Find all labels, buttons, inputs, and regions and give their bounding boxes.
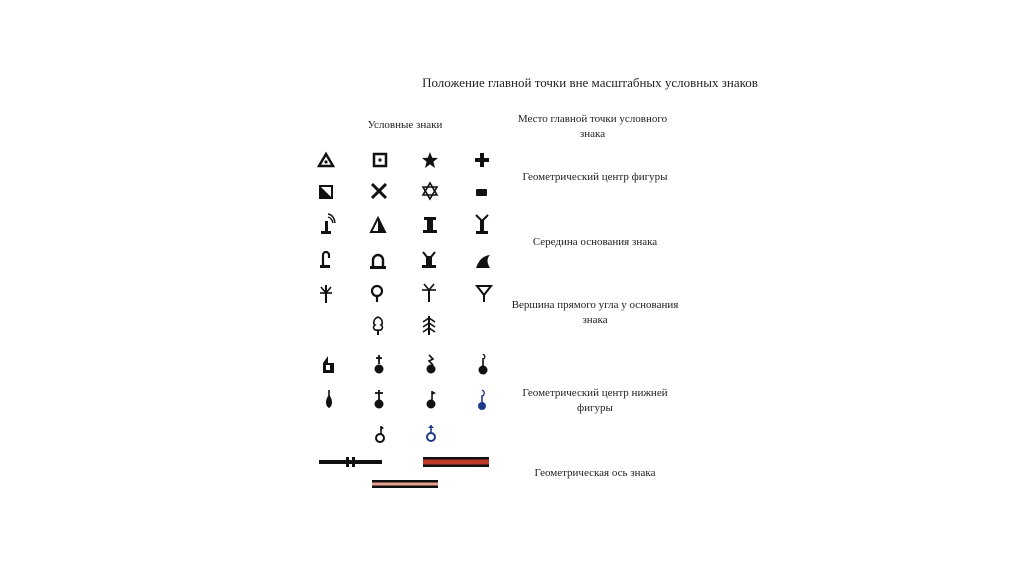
desc-geometric-center: Геометрический центр фигуры [522, 171, 668, 183]
light-road-line-symbol-icon [371, 478, 439, 490]
antenna-tower-symbol-icon [476, 353, 490, 377]
cross-x-symbol-icon [370, 182, 388, 200]
round-tree-symbol-icon [369, 284, 385, 304]
six-point-star-symbol-icon [421, 182, 439, 200]
bullet-symbol-icon [322, 389, 336, 411]
hollow-circle-flag-symbol-icon [373, 425, 387, 445]
goblet-symbol-icon [475, 284, 493, 304]
church-cross-symbol-icon [372, 354, 386, 376]
header-symbols: Условные знаки [367, 119, 443, 131]
square-dot-symbol-icon [372, 152, 388, 168]
cross-circle-symbol-icon [372, 389, 386, 411]
railway-line-symbol-icon [318, 455, 384, 469]
desc-lower-figure-center: Геометрический центр нижней фигуры [522, 387, 668, 414]
triangle-dot-symbol-icon [317, 152, 335, 168]
half-square-symbol-icon [318, 184, 334, 200]
windmill-symbol-icon [473, 213, 491, 235]
flag-circle-symbol-icon [424, 389, 438, 411]
arch-symbol-icon [369, 252, 387, 270]
page-title: Положение главной точки вне масштабных условных знаков [422, 75, 758, 90]
radio-tower-symbol-icon [318, 213, 336, 235]
blue-pin-symbol-icon [475, 389, 489, 413]
desc-right-angle-vertex: Вершина прямого угла у основания знака [511, 299, 679, 326]
cross-symbol-icon [474, 152, 490, 168]
branched-tree-symbol-icon [420, 282, 438, 304]
blue-hollow-circle-symbol-icon [424, 424, 438, 444]
conifer-tree-symbol-icon [421, 315, 437, 337]
red-road-line-symbol-icon [422, 456, 490, 468]
desc-geometric-axis: Геометрическая ось знака [534, 467, 656, 479]
hook-symbol-icon [318, 250, 334, 270]
desc-base-middle: Середина основания знака [532, 236, 658, 248]
header-point-location: Место главной точки условного знака [517, 113, 668, 140]
mound-symbol-icon [474, 252, 492, 270]
rectangle-symbol-icon [475, 187, 489, 197]
star-symbol-icon [421, 151, 439, 169]
tower-symbol-icon [421, 215, 439, 235]
deciduous-tree-symbol-icon [370, 315, 386, 337]
tree-stump-symbol-icon [420, 249, 438, 271]
tent-symbol-icon [370, 216, 386, 234]
lightning-tower-symbol-icon [424, 354, 438, 376]
sprout-symbol-icon [317, 283, 335, 305]
chapel-symbol-icon [321, 354, 337, 376]
